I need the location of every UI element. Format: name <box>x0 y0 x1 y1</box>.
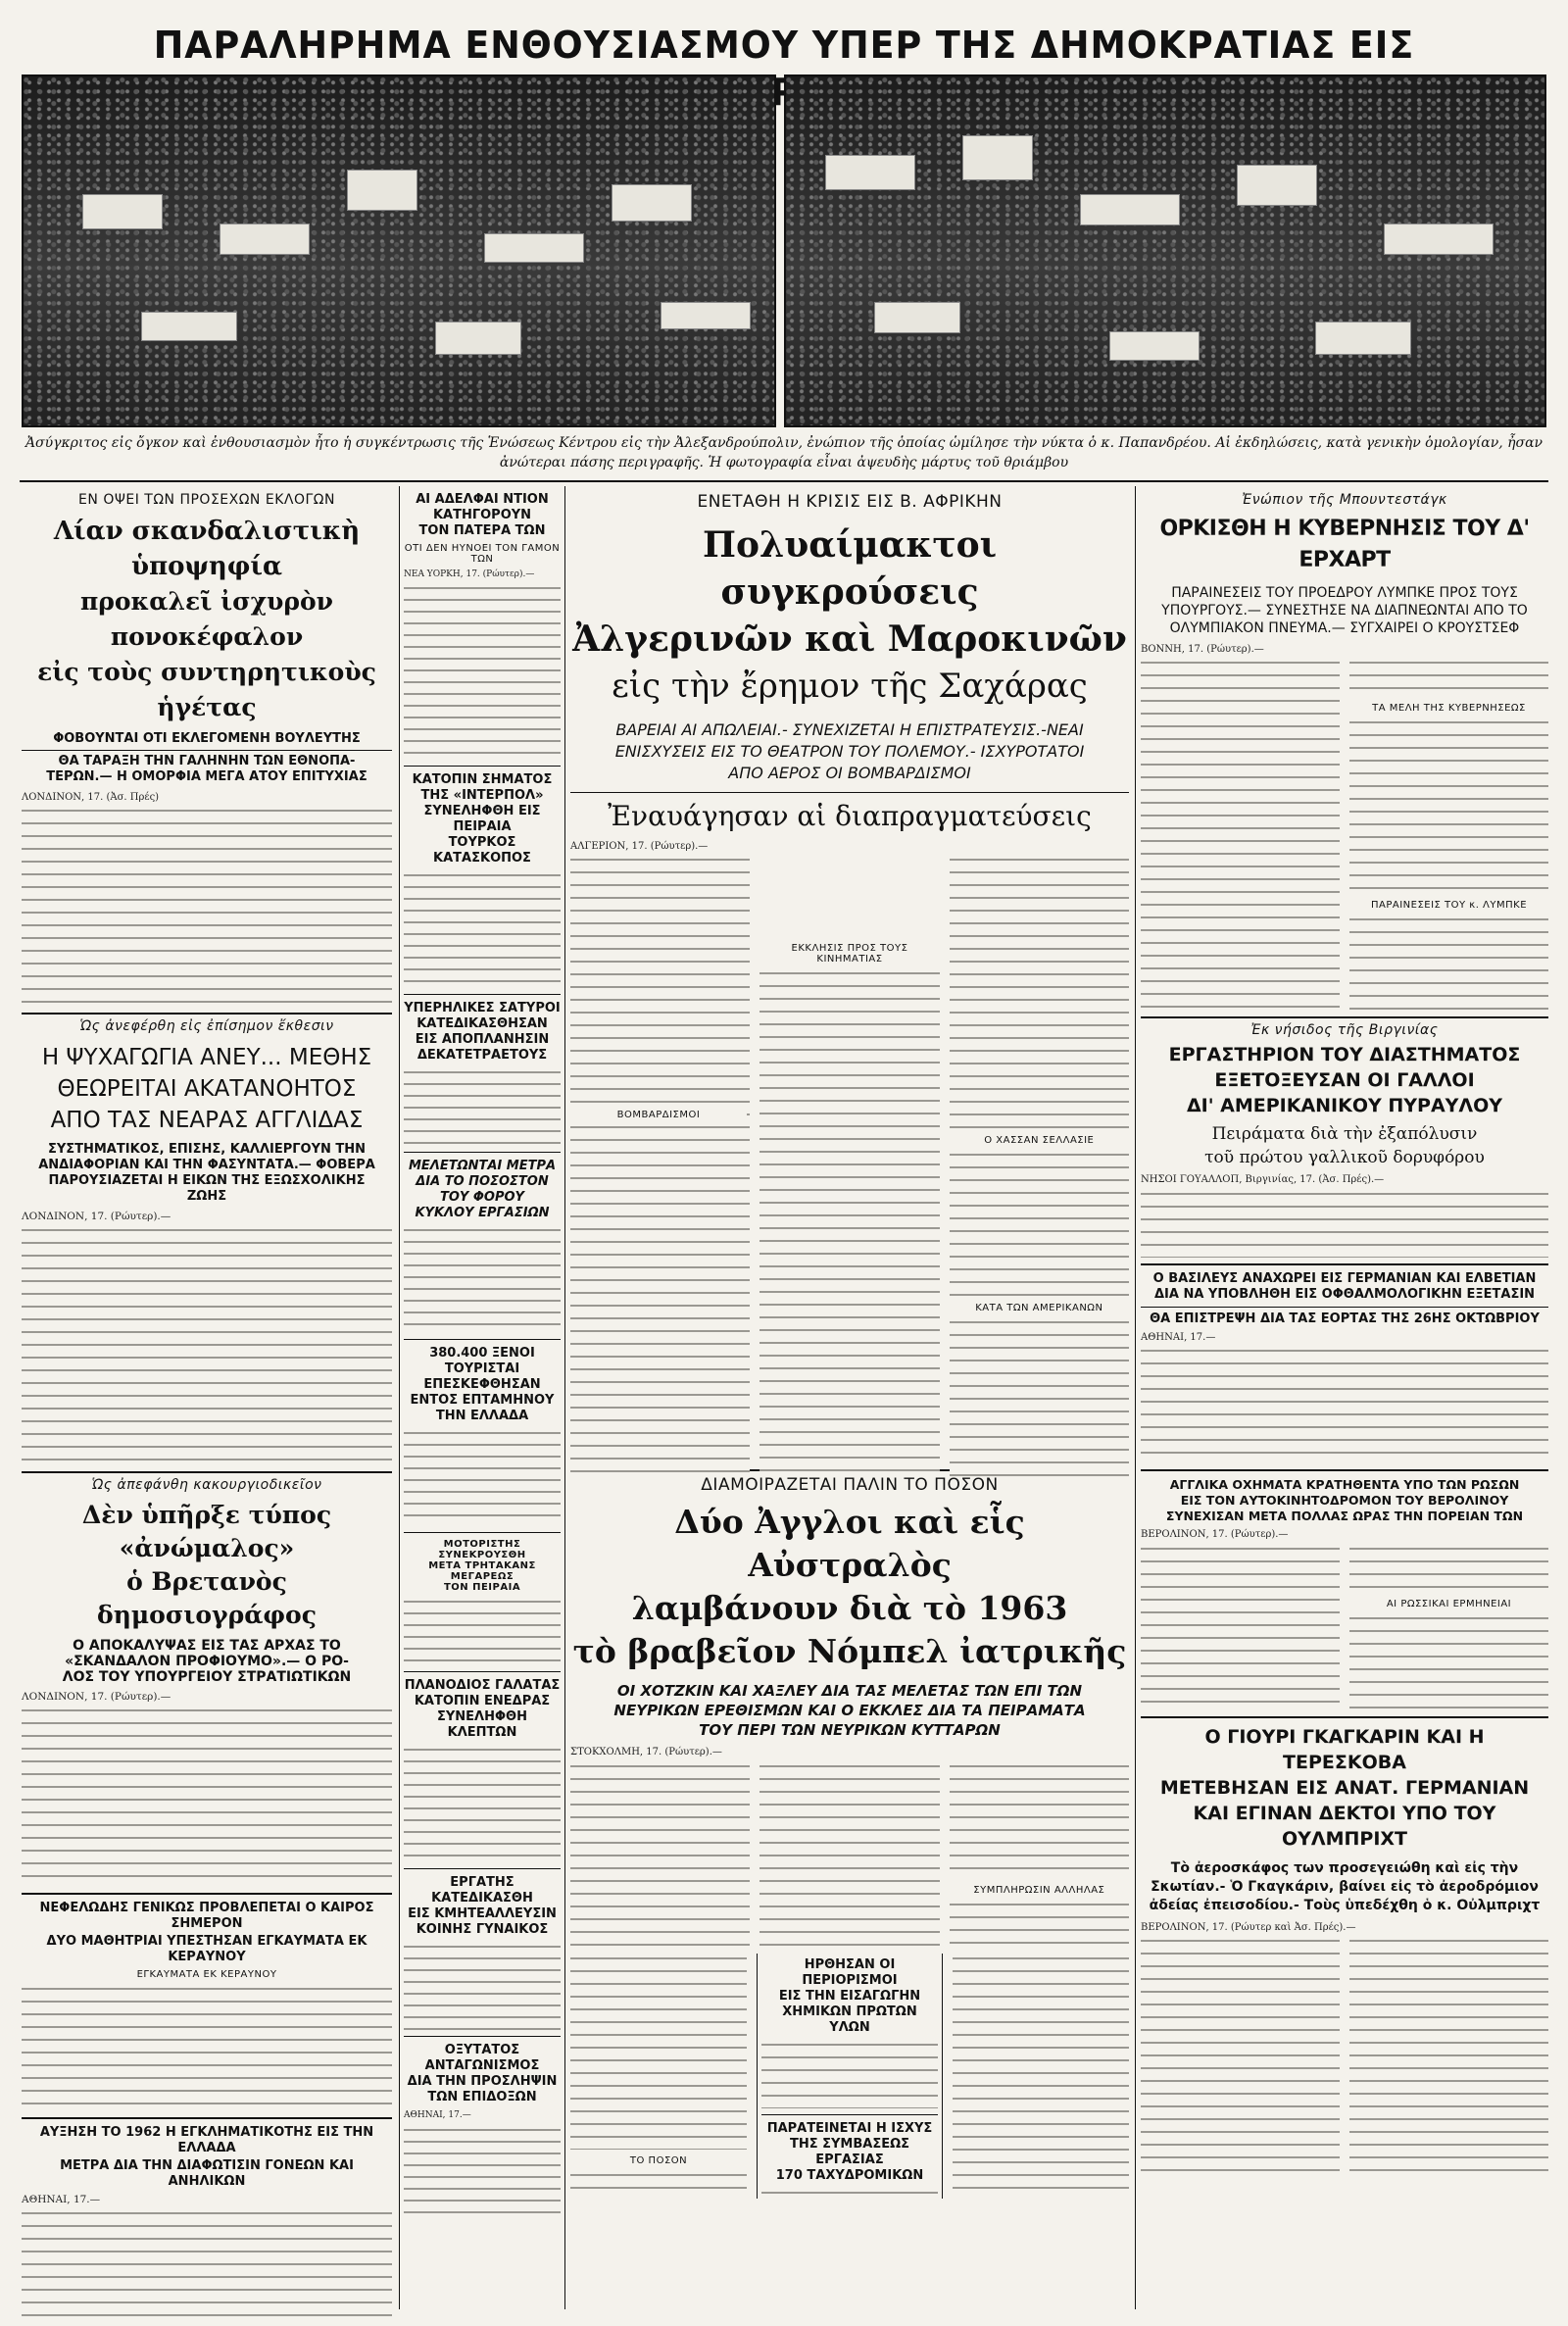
article-headline: ΔΙΑ ΝΑ ΥΠΟΒΛΗΘΗ ΕΙΣ ΟΦΘΑΛΜΟΛΟΓΙΚΗΝ ΕΞΕΤΑΣΙΝ <box>1153 1286 1536 1302</box>
article-subhead: Πειράματα διὰ τὴν ἐξαπόλυσιν <box>1211 1124 1478 1145</box>
dateline: ΒΕΡΟΛΙΝΟΝ, 17. (Ρώυτερ).— <box>1141 1529 1289 1541</box>
article-kicker: Ὡς ἀπεφάνθη κακουργιοδικεῖον <box>91 1477 322 1493</box>
article-headline: ΚΥΚΛΟΥ ΕΡΓΑΣΙΩΝ <box>415 1206 550 1221</box>
body-text-block <box>404 1597 561 1665</box>
article-headline: ΤΟΥΡΚΟΣ ΚΑΤΑΣΚΟΠΟΣ <box>433 835 531 866</box>
article-headline: λαμβάνουν διὰ τὸ 1963 <box>631 1589 1068 1628</box>
body-text-block <box>1141 1544 1340 1710</box>
body-text-block <box>760 1761 939 1948</box>
section-label: ΤΟ ΠΟΣΟΝ <box>629 2154 688 2166</box>
body-text-block <box>1349 1936 1548 2181</box>
article-headline: Δύο Ἀγγλοι καὶ εἷς Αὐστραλὸς <box>674 1503 1025 1585</box>
body-text-block <box>1141 1189 1548 1258</box>
article-headline: ΤΗΣ ΣΥΜΒΑΣΕΩΣ ΕΡΓΑΣΙΑΣ <box>789 2136 910 2167</box>
article-headline: ΜΕΛΕΤΩΝΤΑΙ ΜΕΤΡΑ <box>408 1159 557 1174</box>
article-headline: ΝΕΦΕΛΩΔΗΣ ΓΕΝΙΚΩΣ ΠΡΟΒΛΕΠΕΤΑΙ Ο ΚΑΙΡΟΣ ΣΗΜΕΡΟΝ <box>39 1901 374 1931</box>
article-subhead: ΣΥΣΤΗΜΑΤΙΚΟΣ, ΕΠΙΣΗΣ, ΚΑΛΛΙΕΡΓΟΥΝ ΤΗΝ ΑΝΔΙΑΦΟΡΙΑΝ ΚΑΙ ΤΗΝ ΦΑΣΥΝΤΑΤΑ.— ΦΟΒΕΡΑ ΠΑΡΟΥΣΙΑΖΕΤΑΙ Η ΕΙΚΩΝ ΤΗΣ ΕΞΩΣΧΟΛΙΚΗΣ ΖΩΗΣ <box>38 1142 375 1204</box>
body-text-block <box>1141 1936 1340 2181</box>
section-label: ΣΥΜΠΛΗΡΩΣΙΝ ΑΛΛΗΛΑΣ <box>973 1884 1105 1896</box>
body-text-block <box>760 968 939 1482</box>
body-text-block <box>950 1317 1129 1482</box>
article-headline: ΤΗΣ «ΙΝΤΕΡΠΟΛ» <box>420 788 544 804</box>
article-headline: Ο ΓΙΟΥΡΙ ΓΚΑΓΚΑΡΙΝ ΚΑΙ Η ΤΕΡΕΣΚΟΒΑ <box>1204 1725 1485 1773</box>
body-text-block <box>1141 658 1340 1011</box>
section-label: ΕΓΚΑΥΜΑΤΑ ΕΚ ΚΕΡΑΥΝΟΥ <box>136 1969 277 1980</box>
section-label: Ο ΧΑΣΣΑΝ ΣΕΛΛΑΣΙΕ <box>984 1135 1095 1147</box>
article-headline: ΔΙΑ ΤΗΝ ΠΡΟΣΛΗΨΙΝ <box>407 2074 558 2090</box>
article-headline: ΗΡΘΗΣΑΝ ΟΙ ΠΕΡΙΟΡΙΣΜΟΙ <box>802 1956 898 1988</box>
article-headline: εἰς τὴν ἔρημον τῆς Σαχάρας <box>612 667 1088 706</box>
body-text-block <box>761 2040 938 2108</box>
dateline: ΑΛΓΕΡΙΟΝ, 17. (Ρώυτερ).— <box>570 841 709 852</box>
body-text-block <box>404 1225 561 1333</box>
body-text-block <box>950 1150 1129 1297</box>
article-headline: Λίαν σκανδαλιστικὴ ὑποψηφία <box>53 517 361 581</box>
article-kicker: Ὡς ἀνεφέρθη εἰς ἐπίσημον ἔκθεσιν <box>79 1018 334 1034</box>
article-headline: ΑΓΓΛΙΚΑ ΟΧΗΜΑΤΑ ΚΡΑΤΗΘΕΝΤΑ ΥΠΟ ΤΩΝ ΡΩΣΩΝ <box>1169 1477 1520 1493</box>
dateline: ΑΘΗΝΑΙ, 17.— <box>22 2194 101 2205</box>
article-headline: ΧΗΜΙΚΩΝ ΠΡΩΤΩΝ ΥΛΩΝ <box>782 2004 917 2035</box>
article-headline: ΜΕΤΑ ΤΡΗΤΑΚΑΝΣ ΜΕΓΑΡΕΩΣ <box>428 1560 536 1583</box>
body-text-block <box>22 1706 392 1888</box>
dateline: ΣΤΟΚΧΟΛΜΗ, 17. (Ρώυτερ).— <box>570 1747 722 1758</box>
article-headline: ΕΡΓΑΤΗΣ ΚΑΤΕΔΙΚΑΣΘΗ <box>431 1875 533 1906</box>
article-headline: Ἀλγερινῶν καὶ Μαροκινῶν <box>572 619 1127 660</box>
section-label: ΕΚΚΛΗΣΙΣ ΠΡΟΣ ΤΟΥΣ ΚΙΝΗΜΑΤΙΑΣ <box>791 943 908 965</box>
article-headline: ΑΙ ΑΔΕΛΦΑΙ ΝΤΙΟΝ <box>416 492 549 507</box>
section-label: ΚΑΤΑ ΤΩΝ ΑΜΕΡΙΚΑΝΩΝ <box>975 1303 1103 1314</box>
article-subhead: ΛΟΣ ΤΟΥ ΥΠΟΥΡΓΕΙΟΥ ΣΤΡΑΤΙΩΤΙΚΩΝ <box>62 1669 352 1685</box>
body-text-block <box>404 870 561 988</box>
article-headline: ΔΙ' ΑΜΕΡΙΚΑΝΙΚΟΥ ΠΥΡΑΥΛΟΥ <box>1186 1095 1503 1117</box>
dateline: ΛΟΝΔΙΝΟΝ, 17. (Ρώυτερ).— <box>22 1211 172 1222</box>
body-text-block <box>761 2188 938 2199</box>
body-text-block <box>953 1954 1129 2199</box>
article-headline: ΚΑΤΕΔΙΚΑΣΘΗΣΑΝ <box>416 1016 548 1032</box>
article-headline: ΕΙΣ ΑΠΟΠΛΑΝΗΣΙΝ <box>415 1032 550 1048</box>
section-label: ΑΙ ΡΩΣΣΙΚΑΙ ΕΡΜΗΝΕΙΑΙ <box>1386 1598 1512 1609</box>
article-headline: ΑΠΟ ΤΑΣ ΝΕΑΡΑΣ ΑΓΓΛΙΔΑΣ <box>50 1108 364 1133</box>
article-headline: τὸ βραβεῖον Νόμπελ ἰατρικῆς <box>572 1632 1127 1671</box>
photo-caption: Ἀσύγκριτος εἰς ὄγκον καὶ ἐνθουσιασμὸν ἦτο ἡ συγκέντρωσις τῆς Ἑνώσεως Κέντρου εἰς τὴν Ἀλεξανδρούπολιν, ἐνώπιον τῆς ὁποίας ὡμίλησε τὴν νύκτα ὁ κ. Παπανδρέου. Αἱ ἐκδηλώσεις, κατὰ γενικὴν ὁμολογίαν, ἦσαν ἀνώτεραι πάσης περιγραφῆς. Ἡ φωτογραφία εἶναι ἀψευδὴς μάρτυς τοῦ θριάμβου <box>24 435 1544 470</box>
divider <box>20 480 1548 482</box>
dateline: ΝΕΑ ΥΟΡΚΗ, 17. (Ρώυτερ).— <box>404 569 535 579</box>
article-headline: 170 ΤΑΧΥΔΡΟΜΙΚΩΝ <box>775 2167 924 2183</box>
section-label: ΠΑΡΑΙΝΕΣΕΙΣ ΤΟΥ κ. ΛΥΜΠΚΕ <box>1370 900 1528 912</box>
article-headline: Πολυαίμακτοι συγκρούσεις <box>702 524 998 613</box>
article-headline: ΔΙΑ ΤΟ ΠΟΣΟΣΤΟΝ <box>416 1174 549 1190</box>
article-kicker: ΔΙΑΜΟΙΡΑΖΕΤΑΙ ΠΑΛΙΝ ΤΟ ΠΟΣΟΝ <box>701 1475 999 1496</box>
column-4 <box>1141 488 1548 2311</box>
dateline: ΛΟΝΔΙΝΟΝ, 17. (Ἀσ. Πρές) <box>22 792 160 803</box>
body-text-block <box>570 1954 747 2150</box>
article-subhead: ΒΑΡΕΙΑΙ ΑΙ ΑΠΩΛΕΙΑΙ.- ΣΥΝΕΧΙΖΕΤΑΙ Η ΕΠΙΣΤΡΑΤΕΥΣΙΣ.-ΝΕΑΙ ΕΝΙΣΧΥΣΕΙΣ ΕΙΣ ΤΟ ΘΕΑΤΡΟΝ ΤΟΥ ΠΟΛΕΜΟΥ.- ΙΣΧΥΡΟΤΑΤΟΙ ΑΠΟ ΑΕΡΟΣ ΟΙ ΒΟΜΒΑΡΔΙΣΜΟΙ <box>614 720 1085 782</box>
body-text-block <box>22 1984 392 2111</box>
article-headline: ΜΕΤΕΒΗΣΑΝ ΕΙΣ ΑΝΑΤ. ΓΕΡΜΑΝΙΑΝ <box>1159 1776 1530 1799</box>
dateline: ΑΘΗΝΑΙ, 17.— <box>1141 1331 1216 1343</box>
article-headline: ΤΗΝ ΕΛΛΑΔΑ <box>435 1409 529 1424</box>
article-headline: ΕΞΕΤΟΞΕΥΣΑΝ ΟΙ ΓΑΛΛΟΙ <box>1214 1069 1475 1092</box>
article-headline: ὁ Βρετανὸς δημοσιογράφος <box>97 1567 317 1629</box>
body-text-block <box>570 1761 750 1948</box>
article-headline: ΥΠΕΡΗΛΙΚΕΣ ΣΑΤΥΡΟΙ <box>404 1001 561 1016</box>
article-headline: ΚΑΤΟΠΙΝ ΕΝΕΔΡΑΣ <box>414 1694 551 1709</box>
article-headline: ΕΡΓΑΣΤΗΡΙΟΝ ΤΟΥ ΔΙΑΣΤΗΜΑΤΟΣ <box>1168 1044 1521 1066</box>
body-text-block <box>1349 1544 1548 1593</box>
article-headline: ΠΛΑΝΟΔΙΟΣ ΓΑΛΑΤΑΣ <box>404 1678 561 1694</box>
article-subhead: τοῦ πρώτου γαλλικοῦ δορυφόρου <box>1204 1148 1485 1168</box>
article-headline: ΣΥΝΕΛΗΦΘΗ ΚΛΕΠΤΩΝ <box>437 1709 527 1741</box>
article-subhead: ΜΕΤΡΑ ΔΙΑ ΤΗΝ ΔΙΑΦΩΤΙΣΙΝ ΓΟΝΕΩΝ ΚΑΙ ΑΝΗΛΙΚΩΝ <box>60 2158 354 2189</box>
article-headline: ΘΕΩΡΕΙΤΑΙ ΑΚΑΤΑΝΟΗΤΟΣ <box>57 1076 357 1102</box>
article-headline: ΤΩΝ ΕΠΙΔΟΞΩΝ <box>427 2090 537 2105</box>
article-body <box>22 1211 392 1465</box>
article-headline: ΣΥΝΕΛΗΦΘΗ ΕΙΣ ΠΕΙΡΑΙΑ <box>423 804 541 835</box>
body-text-block <box>1349 658 1548 697</box>
body-text-block <box>22 1225 392 1466</box>
article-body <box>22 1691 392 1887</box>
body-text-block <box>404 1942 561 2030</box>
body-text-block <box>404 1428 561 1526</box>
article-headline: ΟΞΥΤΑΤΟΣ ΑΝΤΑΓΩΝΙΣΜΟΣ <box>424 2043 540 2074</box>
article-headline: ΕΙΣ ΤΟΝ ΑΥΤΟΚΙΝΗΤΟΔΡΟΜΟΝ ΤΟΥ ΒΕΡΟΛΙΝΟΥ <box>1180 1493 1509 1509</box>
article-headline: ΕΠΕΣΚΕΦΘΗΣΑΝ <box>423 1377 541 1393</box>
article-headline: Ἐναυάγησαν αἱ διαπραγματεύσεις <box>570 792 1129 836</box>
article-subhead: Ο ΑΠΟΚΑΛΥΨΑΣ ΕΙΣ ΤΑΣ ΑΡΧΑΣ ΤΟ <box>73 1638 341 1654</box>
article-headline: ΑΥΞΗΣΗ ΤΟ 1962 Η ΕΓΚΛΗΜΑΤΙΚΟΤΗΣ ΕΙΣ ΤΗΝ ΕΛΛΑΔΑ <box>39 2125 374 2155</box>
article-headline: ΤΟΝ ΠΑΤΕΡΑ ΤΩΝ <box>418 523 546 538</box>
body-text-block <box>404 2125 561 2213</box>
body-text-block <box>22 806 392 1008</box>
body-text-block <box>1349 915 1548 1011</box>
body-text-block <box>1349 1613 1548 1710</box>
article-kicker: ΕΝ ΟΨΕΙ ΤΩΝ ΠΡΟΣΕΧΩΝ ΕΚΛΟΓΩΝ <box>78 492 335 508</box>
body-text-block <box>950 855 1129 1129</box>
body-text-block <box>950 1900 1129 1948</box>
article-headline: 380.400 ΞΕΝΟΙ ΤΟΥΡΙΣΤΑΙ <box>429 1346 535 1377</box>
article-headline: ΚΟΙΝΗΣ ΓΥΝΑΙΚΟΣ <box>416 1922 549 1938</box>
article-headline: Δὲν ὑπῆρξε τύπος «ἀνώμαλος» <box>81 1501 332 1562</box>
dateline: ΒΟΝΝΗ, 17. (Ρώυτερ).— <box>1141 644 1264 655</box>
rally-photo-left <box>22 74 776 427</box>
article-subhead: ΘΑ ΤΑΡΑΞΗ ΤΗΝ ΓΑΛΗΝΗΝ ΤΩΝ ΕΘΝΟΠΑ- <box>22 750 392 769</box>
dateline: ΒΕΡΟΛΙΝΟΝ, 17. (Ρώυτερ καὶ Ἀσ. Πρές).— <box>1141 1921 1356 1933</box>
article-kicker: Ἐνώπιον τῆς Μπουντεστάγκ <box>1242 492 1447 508</box>
article-headline: ΚΑΤΟΠΙΝ ΣΗΜΑΤΟΣ <box>412 772 553 788</box>
column-1 <box>22 488 392 2311</box>
body-text-block <box>570 855 750 1482</box>
column-divider <box>564 486 565 2309</box>
article-subhead: ΠΑΡΑΙΝΕΣΕΙΣ ΤΟΥ ΠΡΟΕΔΡΟΥ ΛΥΜΠΚΕ ΠΡΟΣ ΤΟΥΣ ΥΠΟΥΡΓΟΥΣ.— ΣΥΝΕΣΤΗΣΕ ΝΑ ΔΙΑΠΝΕΩΝΤΑΙ ΑΠΟ ΤΟ ΟΛΥΜΠΙΑΚΟΝ ΠΝΕΥΜΑ.— ΣΥΓΧΑΙΡΕΙ Ο ΚΡΟΥΣΤΣΕΦ <box>1161 585 1528 636</box>
article-headline: ΚΑΙ ΕΓΙΝΑΝ ΔΕΚΤΟΙ ΥΠΟ ΤΟΥ ΟΥΛΜΠΡΙΧΤ <box>1193 1802 1496 1850</box>
article-headline: Ο ΒΑΣΙΛΕΥΣ ΑΝΑΧΩΡΕΙ ΕΙΣ ΓΕΡΜΑΝΙΑΝ ΚΑΙ ΕΛΒΕΤΙΑΝ <box>1152 1270 1537 1286</box>
section-label: ΤΑ ΜΕΛΗ ΤΗΣ ΚΥΒΕΡΝΗΣΕΩΣ <box>1372 703 1526 715</box>
body-text-block <box>404 583 561 760</box>
article-headline: ΚΑΤΗΓΟΡΟΥΝ <box>432 508 532 522</box>
article-headline: ΜΟΤΟΡΙΣΤΗΣ ΣΥΝΕΚΡΟΥΣΘΗ <box>438 1539 526 1561</box>
article-kicker: Ἐκ νήσιδος τῆς Βιργινίας <box>1250 1022 1439 1039</box>
body-text-block <box>570 2170 747 2199</box>
article-kicker: ΕΝΕΤΑΘΗ Η ΚΡΙΣΙΣ ΕΙΣ Β. ΑΦΡΙΚΗΝ <box>697 492 1003 512</box>
body-text-block <box>950 1761 1129 1879</box>
article-headline: ΟΡΚΙΣΘΗ Η ΚΥΒΕΡΝΗΣΙΣ ΤΟΥ Δ' ΕΡΧΑΡΤ <box>1159 517 1530 572</box>
article-headline: ΕΝΤΟΣ ΕΠΤΑΜΗΝΟΥ <box>410 1393 555 1409</box>
article-subhead: ΔΥΟ ΜΑΘΗΤΡΙΑΙ ΥΠΕΣΤΗΣΑΝ ΕΓΚΑΥΜΑΤΑ ΕΚ ΚΕΡΑΥΝΟΥ <box>46 1934 368 1964</box>
dateline: ΑΘΗΝΑΙ, 17.— <box>404 2110 471 2121</box>
column-2 <box>404 488 561 2311</box>
article-subhead: ΤΕΡΩΝ.— Η ΟΜΟΡΦΙΑ ΜΕΓΑ ΑΤΟΥ ΕΠΙΤΥΧΙΑΣ <box>46 769 368 784</box>
column-divider <box>399 486 400 2309</box>
body-text-block <box>404 1067 561 1146</box>
article-body <box>22 791 392 1007</box>
article-headline: ΘΑ ΕΠΙΣΤΡΕΨΗ ΔΙΑ ΤΑΣ ΕΟΡΤΑΣ ΤΗΣ 26ΗΣ ΟΚΤΩΒΡΙΟΥ <box>1141 1307 1548 1327</box>
article-headline: Η ΨΥΧΑΓΩΓΙΑ ΑΝΕΥ... ΜΕΘΗΣ <box>41 1045 372 1070</box>
body-text-block <box>1349 718 1548 894</box>
article-headline: ΣΥΝΕΧΙΣΑΝ ΜΕΤΑ ΠΟΛΛΑΣ ΩΡΑΣ ΤΗΝ ΠΟΡΕΙΑΝ ΤΩΝ <box>1165 1509 1524 1524</box>
article-subhead: Τὸ ἀεροσκάφος των προσεγειώθη καὶ εἰς τὴν Σκωτίαν.- Ὁ Γκαγκάριν, βαίνει εἰς τὸ ἀεροδρόμιον ἀδείας ἐπεισοδίου.- Τοὺς ὑπεδέχθη ὁ κ. Οὐλμπριχτ <box>1149 1859 1541 1913</box>
article-subhead: ΟΤΙ ΔΕΝ ΗΥΝΟΕΙ ΤΟΝ ΓΑΜΟΝ ΤΩΝ <box>404 543 561 565</box>
article-headline: ΤΟΝ ΠΕΙΡΑΙΑ <box>443 1582 521 1594</box>
article-subhead: «ΣΚΑΝΔΑΛΟΝ ΠΡΟΦΙΟΥΜΟ».— Ο ΡΟ- <box>65 1654 349 1669</box>
article-headline: ΠΑΡΑΤΕΙΝΕΤΑΙ Η ΙΣΧΥΣ <box>766 2120 933 2136</box>
column-divider <box>1135 486 1136 2309</box>
article-headline: προκαλεῖ ἰσχυρὸν πονοκέφαλον <box>79 587 334 651</box>
dateline: ΝΗΣΟΙ ΓΟΥΑΛΛΟΠ, Βιργινίας, 17. (Ἀσ. Πρές).— <box>1141 1174 1385 1186</box>
article-subhead: ΟΙ ΧΟΤΖΚΙΝ ΚΑΙ ΧΑΞΛΕΥ ΔΙΑ ΤΑΣ ΜΕΛΕΤΑΣ ΤΩΝ ΕΠΙ ΤΩΝ ΝΕΥΡΙΚΩΝ ΕΡΕΘΙΣΜΩΝ ΚΑΙ Ο ΕΚΚΛΕΣ ΔΙΑ ΤΑ ΠΕΙΡΑΜΑΤΑ ΤΟΥ ΠΕΡΙ ΤΩΝ ΝΕΥΡΙΚΩΝ ΚΥΤΤΑΡΩΝ <box>613 1682 1086 1740</box>
article-subhead: ΦΟΒΟΥΝΤΑΙ ΟΤΙ ΕΚΛΕΓΟΜΕΝΗ ΒΟΥΛΕΥΤΗΣ <box>53 731 361 746</box>
section-label: ΒΟΜΒΑΡΔΙΣΜΟΙ <box>570 1110 747 1120</box>
body-text-block <box>404 1745 561 1862</box>
banner-headline: ΠΑΡΑΛΗΡΗΜΑ ΕΝΘΟΥΣΙΑΣΜΟΥ ΥΠΕΡ ΤΗΣ ΔΗΜΟΚΡΑΤΙΑΣ ΕΙΣ <box>153 24 1415 67</box>
article-headline: ΔΕΚΑΤΕΤΡΑΕΤΟΥΣ <box>416 1048 548 1064</box>
column-3 <box>570 488 1129 2311</box>
article-headline: ΕΙΣ ΚΜΗΤΕΑΛΛΕΥΣΙΝ <box>408 1906 557 1922</box>
body-text-block <box>1141 1346 1548 1463</box>
rally-photo-right <box>784 74 1546 427</box>
dateline: ΛΟΝΔΙΝΟΝ, 17. (Ρώυτερ).— <box>22 1691 172 1703</box>
article-headline: ΕΙΣ ΤΗΝ ΕΙΣΑΓΩΓΗΝ <box>778 1988 921 2004</box>
article-headline: ΤΟΥ ΦΟΡΟΥ <box>440 1190 524 1206</box>
body-text-block <box>22 2208 392 2326</box>
article-headline: εἰς τοὺς συντηρητικοὺς ἡγέτας <box>37 658 376 721</box>
